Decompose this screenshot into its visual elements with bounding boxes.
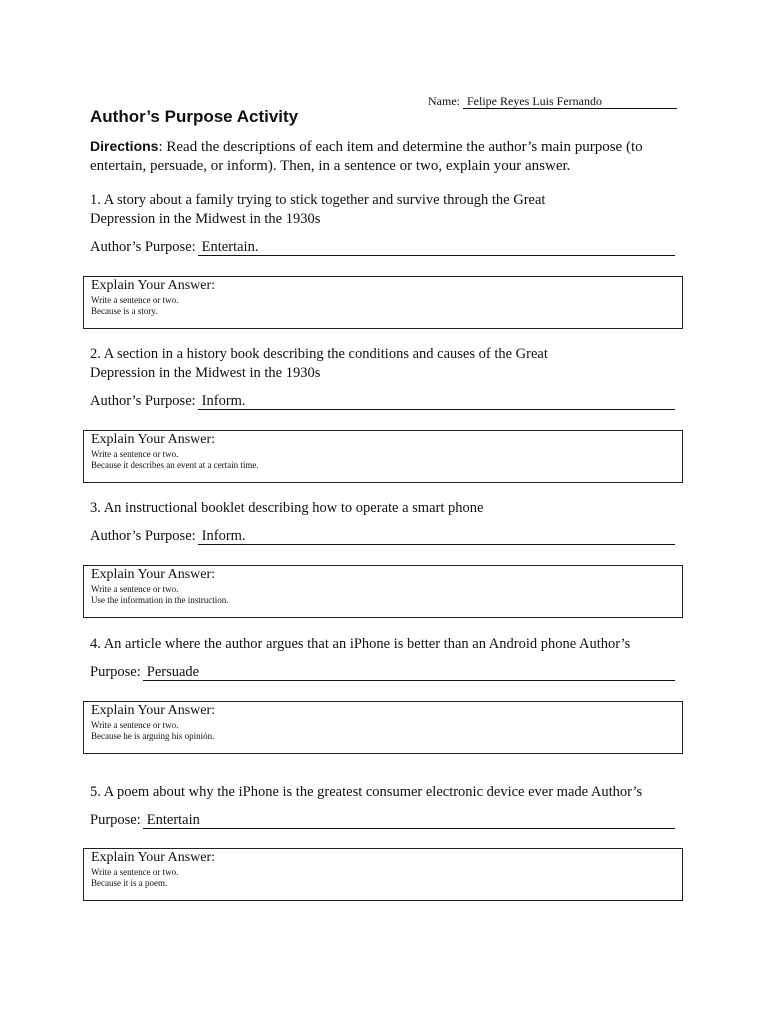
question-1-explain-answer[interactable]: Because is a story.: [91, 305, 158, 316]
question-5-line-1: 5. A poem about why the iPhone is the greatest consumer electronic device ever made Author’s: [90, 784, 643, 800]
question-4-line-1: 4. An article where the author argues that an iPhone is better than an Android phone Author’s: [90, 636, 631, 652]
question-3-explain-answer[interactable]: Use the information in the instruction.: [91, 594, 229, 605]
question-4-purpose-row: [90, 664, 675, 681]
question-1-purpose-field[interactable]: Entertain.: [198, 239, 675, 256]
question-2-explain-box[interactable]: [83, 430, 683, 483]
question-2-purpose-row: [90, 393, 675, 410]
question-5-text: [90, 783, 690, 802]
question-1-explain-hint: Write a sentence or two.: [91, 294, 179, 305]
question-5-purpose-row: [90, 812, 675, 829]
question-3-explain-box[interactable]: [83, 565, 683, 618]
question-1-explain-box[interactable]: [83, 276, 683, 329]
question-2-text: [90, 345, 690, 383]
question-4-explain-box[interactable]: [83, 701, 683, 754]
question-5-explain-hint: Write a sentence or two.: [91, 866, 179, 877]
question-2-purpose-label: Author’s Purpose:: [90, 393, 196, 409]
question-1-line-1: 1. A story about a family trying to stick together and survive through the Great: [90, 192, 546, 208]
question-4-explain-hint: Write a sentence or two.: [91, 719, 179, 730]
question-4-purpose-label: Purpose:: [90, 664, 141, 680]
question-3-purpose-field[interactable]: Inform.: [198, 528, 675, 545]
question-5-purpose-field[interactable]: Entertain: [143, 812, 675, 829]
question-2-line-2: Depression in the Midwest in the 1930s: [90, 365, 321, 381]
question-3-explain-hint: Write a sentence or two.: [91, 583, 179, 594]
question-5-explain-heading: Explain Your Answer:: [91, 850, 216, 865]
question-5-explain-answer[interactable]: Because it is a poem.: [91, 877, 168, 888]
question-3-line-1: 3. An instructional booklet describing how to operate a smart phone: [90, 500, 484, 516]
question-4-explain-answer[interactable]: Because he is arguing his opinión.: [91, 730, 215, 741]
question-3-explain-heading: Explain Your Answer:: [91, 567, 216, 582]
question-2-explain-heading: Explain Your Answer:: [91, 432, 216, 447]
question-2-explain-answer[interactable]: Because it describes an event at a certain time.: [91, 459, 259, 470]
question-1-purpose-label: Author’s Purpose:: [90, 239, 196, 255]
question-4-text: [90, 635, 690, 654]
question-3-purpose-row: [90, 528, 675, 545]
name-row: [428, 94, 677, 109]
page-title: Author’s Purpose Activity: [90, 107, 299, 126]
question-4-purpose-field[interactable]: Persuade: [143, 664, 675, 681]
question-2-explain-hint: Write a sentence or two.: [91, 448, 179, 459]
question-1-explain-heading: Explain Your Answer:: [91, 278, 216, 293]
name-label: Name:: [428, 94, 460, 108]
name-field[interactable]: Felipe Reyes Luis Fernando: [463, 95, 677, 109]
directions: [90, 137, 690, 176]
question-1-purpose-row: [90, 239, 675, 256]
question-2-purpose-field[interactable]: Inform.: [198, 393, 675, 410]
question-4-explain-heading: Explain Your Answer:: [91, 703, 216, 718]
directions-label: Directions: [90, 138, 159, 154]
question-1-line-2: Depression in the Midwest in the 1930s: [90, 211, 321, 227]
directions-text: : Read the descriptions of each item and determine the author’s main purpose (to entertain, persuade, or inform). Then, in a sentence or two, explain your answer.: [90, 139, 643, 174]
question-5-explain-box[interactable]: [83, 848, 683, 901]
question-1-text: [90, 191, 690, 229]
question-2-line-1: 2. A section in a history book describing the conditions and causes of the Great: [90, 346, 548, 362]
question-3-purpose-label: Author’s Purpose:: [90, 528, 196, 544]
question-3-text: [90, 499, 690, 518]
question-5-purpose-label: Purpose:: [90, 812, 141, 828]
